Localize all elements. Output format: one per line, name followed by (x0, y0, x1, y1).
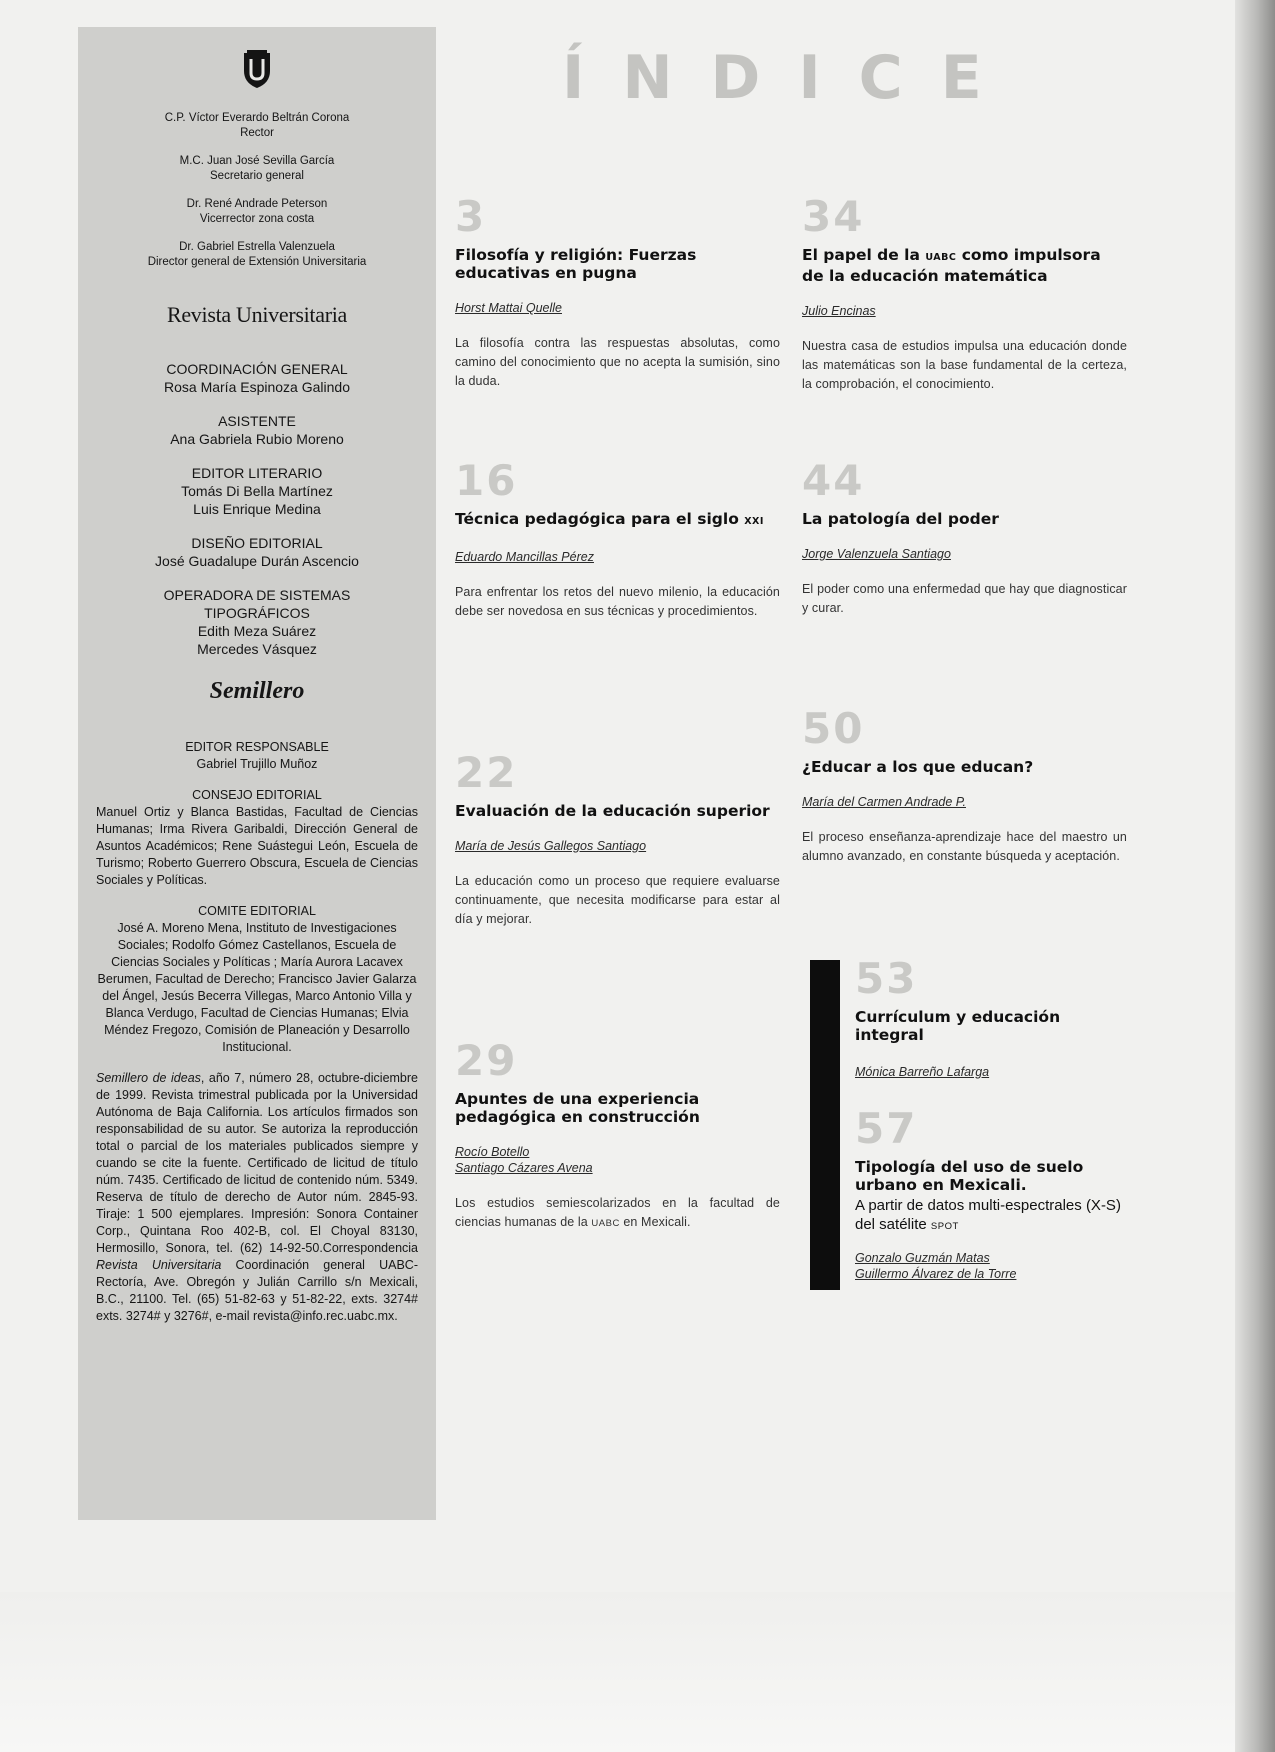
article-title[interactable]: Filosofía y religión: Fuerzas educativas en pugna (455, 246, 697, 282)
comite-editorial (96, 903, 418, 1056)
article-title[interactable]: Tipología del uso de suelo urbano en Mexicali. (855, 1158, 1084, 1194)
article-title[interactable]: Currículum y educación integral (855, 1008, 1061, 1044)
article-author: Jorge Valenzuela Santiago (802, 547, 951, 561)
smallcaps-spot: SPOT (930, 1221, 959, 1232)
article-summary: La filosofía contra las respuestas absolutas, como camino del conocimiento que no acepta la sumisión, sino la duda. (455, 336, 780, 388)
article-summary: El poder como una enfermedad que hay que diagnosticar y curar. (802, 582, 1127, 615)
board-role: COMITE EDITORIAL (198, 904, 316, 918)
consejo-editorial (96, 787, 418, 889)
article-authors (855, 1250, 1125, 1282)
staff-role: Vicerrector zona costa (199, 213, 315, 225)
staff-name: Dr. René Andrade Peterson (186, 198, 328, 210)
article-entry[interactable] (855, 954, 1125, 1080)
article-authors (855, 1064, 1125, 1080)
board-names: Gabriel Trujillo Muñoz (196, 757, 318, 771)
article-author: Guillermo Álvarez de la Torre (855, 1267, 1017, 1281)
university-shield-icon (242, 49, 272, 89)
article-entry[interactable] (855, 1104, 1125, 1282)
staff-role: Director general de Extensión Universitaria (147, 256, 367, 268)
masthead-column (78, 27, 436, 1520)
article-authors (455, 1144, 780, 1176)
staff-entry (96, 154, 418, 184)
page-number: 57 (855, 1104, 918, 1153)
article-entry[interactable] (455, 192, 780, 391)
page-number: 16 (455, 456, 518, 505)
colophon-text-end: Coordinación general UABC-Rectoría, Ave. Obregón y Julián Carrillo s/n Mexicali, B.C., 21100. Tel. (65) 51-82-63 y 51-82-22, exts. 3274# exts. 3274# y 3276#, e-mail revista@info.rec.uabc.mx. (96, 1258, 418, 1323)
colophon-revista-name: Revista Universitaria (96, 1258, 222, 1272)
index-title: ÍNDICE (562, 43, 1020, 113)
article-title[interactable]: ¿Educar a los que educan? (802, 758, 1034, 776)
board-names: José A. Moreno Mena, Instituto de Investigaciones Sociales; Rodolfo Gómez Castellanos, Escuela de Ciencias Sociales y Políticas ; María Aurora Lacavex Berumen, Facultad de Derecho; Francisco Javier Galarza del Ángel, Jesús Becerra Villegas, Marco Antonio Villa y Blanca Verdugo, Facultad de Ciencias Humanas; Elvia Méndez Fregozo, Comisión de Planeación y Desarrollo Institucional. (97, 921, 417, 1054)
credit-entry (96, 464, 418, 518)
article-summary: Nuestra casa de estudios impulsa una educación donde las matemáticas son la base fundamental de la certeza, la comprobación, el conocimiento. (802, 339, 1127, 391)
article-author: Mónica Barreño Lafarga (855, 1065, 990, 1079)
board-names: Manuel Ortiz y Blanca Bastidas, Facultad de Ciencias Humanas; Irma Rivera Garibaldi, Dirección General de Asuntos Académicos; Rene Suástegui León, Escuela de Turismo; Roberto Guerrero Obscura, Escuela de Ciencias Sociales y Políticas. (96, 805, 418, 887)
credit-names: José Guadalupe Durán Ascencio (155, 553, 359, 569)
article-entry[interactable] (455, 748, 780, 929)
credit-role: OPERADORA DE SISTEMAS TIPOGRÁFICOS (163, 587, 351, 621)
scan-edge-shadow (1235, 0, 1275, 1752)
colophon-text: , año 7, número 28, octubre-diciembre de 1999. Revista trimestral publicada por la Universidad Autónoma de Baja California. Los artículos firmados son responsabilidad de su autor. Se autoriza la reproducción total o parcial de los materiales publicados siempre y cuando se cite la fuente. Certificado de licitud de título núm. 7435. Certificado de licitud de contenido núm. 5349. Reserva de título de derecho de Autor núm. 2845-93. Tiraje: 1 500 ejemplares. Impresión: Sonora Container Corp., Quintana Roo 402-B, col. El Choyal 83130, Hermosillo, Sonora, tel. (62) 14-92-50.Correspondencia (96, 1071, 418, 1255)
title-smallcaps: UABC (925, 252, 957, 263)
article-entry[interactable] (802, 456, 1127, 618)
credit-entry (96, 360, 418, 396)
article-title[interactable]: La patología del poder (802, 510, 999, 528)
staff-entry (96, 197, 418, 227)
page-bottom-band (0, 1592, 1275, 1752)
page-number: 34 (802, 192, 865, 241)
article-authors (455, 300, 780, 316)
credit-role: EDITOR LITERARIO (191, 465, 323, 481)
credit-entry (96, 586, 418, 658)
article-entry[interactable] (802, 704, 1127, 866)
revista-title: Revista Universitaria (166, 302, 348, 327)
article-author: Eduardo Mancillas Pérez (455, 550, 594, 564)
credit-entry (96, 412, 418, 448)
staff-name: M.C. Juan José Sevilla García (179, 155, 335, 167)
credit-role: ASISTENTE (218, 413, 296, 429)
credit-names: Ana Gabriela Rubio Moreno (170, 431, 344, 447)
article-authors (455, 838, 780, 854)
article-author: Horst Mattai Quelle (455, 301, 562, 315)
credit-entry (96, 534, 418, 570)
article-summary: Los estudios semiescolarizados en la facultad de ciencias humanas de la UABC en Mexicali. (455, 1196, 780, 1229)
staff-role: Secretario general (210, 170, 304, 182)
board-role: EDITOR RESPONSABLE (185, 740, 329, 754)
article-entry[interactable] (802, 192, 1127, 394)
board-role: CONSEJO EDITORIAL (192, 788, 322, 802)
article-summary: El proceso enseñanza-aprendizaje hace del maestro un alumno avanzado, en constante búsqueda y aceptación. (802, 830, 1127, 863)
article-summary: La educación como un proceso que requiere evaluarse continuamente, que necesita modificarse para estar al día y mejorar. (455, 874, 780, 926)
article-author: María de Jesús Gallegos Santiago (455, 839, 647, 853)
section-marker-bar (810, 960, 840, 1290)
article-authors (802, 794, 1127, 810)
article-author: Rocío Botello (455, 1145, 530, 1159)
page-number: 53 (855, 954, 918, 1003)
page-number: 50 (802, 704, 865, 753)
article-title[interactable]: Apuntes de una experiencia pedagógica en construcción (455, 1090, 700, 1126)
staff-name: C.P. Víctor Everardo Beltrán Corona (164, 112, 350, 124)
article-authors (455, 549, 780, 565)
colophon (96, 1070, 418, 1325)
article-entry[interactable] (455, 1036, 780, 1233)
staff-name: Dr. Gabriel Estrella Valenzuela (179, 241, 335, 253)
article-author: María del Carmen Andrade P. (802, 795, 966, 809)
article-author: Santiago Cázares Avena (455, 1161, 593, 1175)
page-number: 22 (455, 748, 518, 797)
editor-responsable (96, 739, 418, 773)
credit-names: Tomás Di Bella Martínez Luis Enrique Medina (181, 483, 333, 517)
smallcaps-uabc: UABC (591, 1218, 620, 1229)
article-authors (802, 303, 1127, 319)
article-author: Gonzalo Guzmán Matas (855, 1251, 990, 1265)
credit-role: COORDINACIÓN GENERAL (166, 361, 348, 377)
page-number: 29 (455, 1036, 518, 1085)
article-subtitle: A partir de datos multi-espectrales (X-S) del satélite SPOT (855, 1197, 1121, 1233)
page-number: 3 (455, 192, 487, 241)
semillero-title: Semillero (209, 678, 305, 704)
article-author: Julio Encinas (802, 304, 876, 318)
article-summary: Para enfrentar los retos del nuevo milenio, la educación debe ser novedosa en sus técnicas y procedimientos. (455, 585, 780, 618)
credit-names: Rosa María Espinoza Galindo (164, 379, 350, 395)
credit-role: DISEÑO EDITORIAL (191, 535, 323, 551)
article-title[interactable]: El papel de la UABC como impulsora de la educación matemática (802, 246, 1101, 285)
article-title[interactable]: Técnica pedagógica para el siglo XXI (455, 510, 764, 528)
credit-names: Edith Meza Suárez Mercedes Vásquez (197, 623, 317, 657)
staff-entry (96, 240, 418, 270)
page-number: 44 (802, 456, 865, 505)
article-entry[interactable] (455, 456, 780, 621)
article-authors (802, 546, 1127, 562)
article-title[interactable]: Evaluación de la educación superior (455, 802, 770, 820)
colophon-journal-name: Semillero de ideas (96, 1071, 201, 1085)
title-smallcaps: XXI (744, 516, 764, 527)
staff-entry (96, 111, 418, 141)
staff-role: Rector (240, 127, 274, 139)
